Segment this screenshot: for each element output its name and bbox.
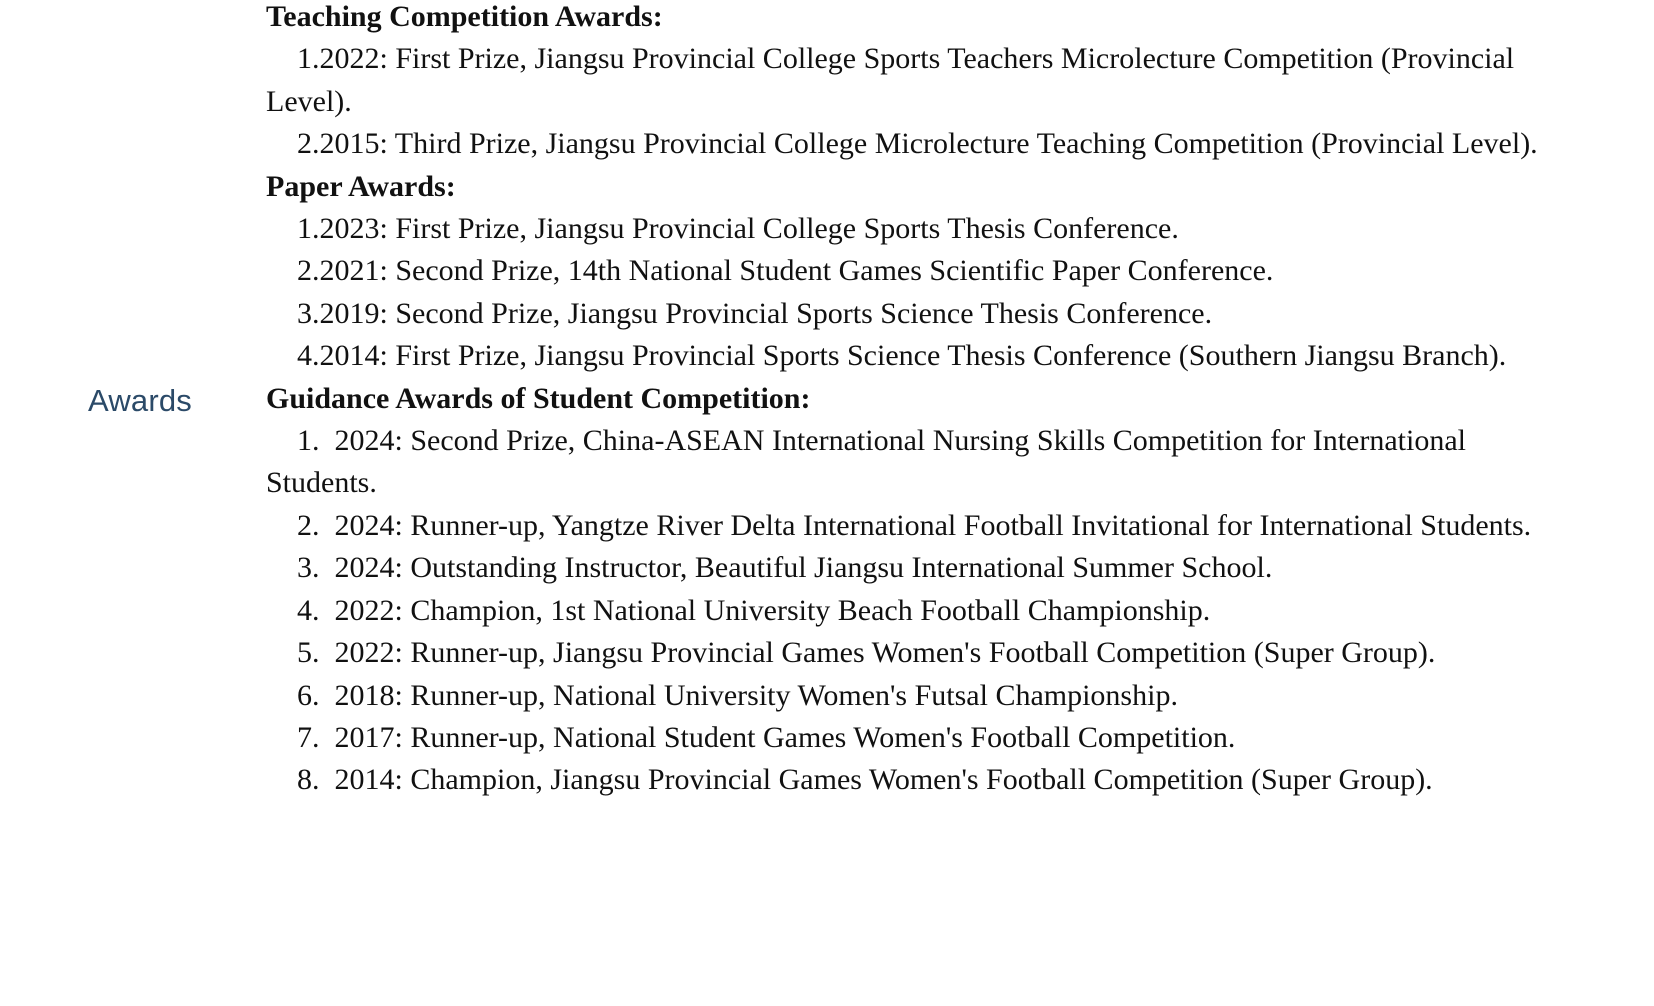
award-item: 2. 2024: Runner-up, Yangtze River Delta International Football Invitational for International Students. — [297, 508, 1532, 542]
award-item: 3.2019: Second Prize, Jiangsu Provincial Sports Science Thesis Conference. — [297, 296, 1213, 330]
award-item: 5. 2022: Runner-up, Jiangsu Provincial Games Women's Football Competition (Super Group). — [297, 636, 1436, 670]
award-item: 8. 2014: Champion, Jiangsu Provincial Games Women's Football Competition (Super Group). — [297, 763, 1433, 797]
award-item: 4.2014: First Prize, Jiangsu Provincial Sports Science Thesis Conference (Southern Jiangsu Branch). — [297, 339, 1507, 373]
section-heading-paper-awards: Paper Awards: — [266, 169, 456, 203]
award-item: 7. 2017: Runner-up, National Student Games Women's Football Competition. — [297, 720, 1236, 754]
award-item: 3. 2024: Outstanding Instructor, Beautiful Jiangsu International Summer School. — [297, 551, 1273, 585]
award-item: 2.2021: Second Prize, 14th National Student Games Scientific Paper Conference. — [297, 254, 1274, 288]
awards-row-label: Awards — [88, 382, 193, 418]
award-item: 6. 2018: Runner-up, National University Women's Futsal Championship. — [297, 678, 1178, 712]
award-item: 4. 2022: Champion, 1st National University Beach Football Championship. — [297, 593, 1211, 627]
award-item: 1.2023: First Prize, Jiangsu Provincial College Sports Thesis Conference. — [297, 212, 1179, 246]
award-item: 1. 2024: Second Prize, China-ASEAN International Nursing Skills Competition for International Students. — [266, 424, 1474, 500]
section-heading-teaching-competition-awards: Teaching Competition Awards: — [266, 0, 663, 33]
awards-content — [266, 0, 1546, 802]
section-heading-guidance-awards: Guidance Awards of Student Competition: — [266, 381, 811, 415]
row-label-cell — [0, 0, 266, 802]
award-item: 2.2015: Third Prize, Jiangsu Provincial College Microlecture Teaching Competition (Provincial Level). — [297, 127, 1538, 161]
award-item: 1.2022: First Prize, Jiangsu Provincial College Sports Teachers Microlecture Competition (Provincial Level). — [266, 42, 1522, 118]
